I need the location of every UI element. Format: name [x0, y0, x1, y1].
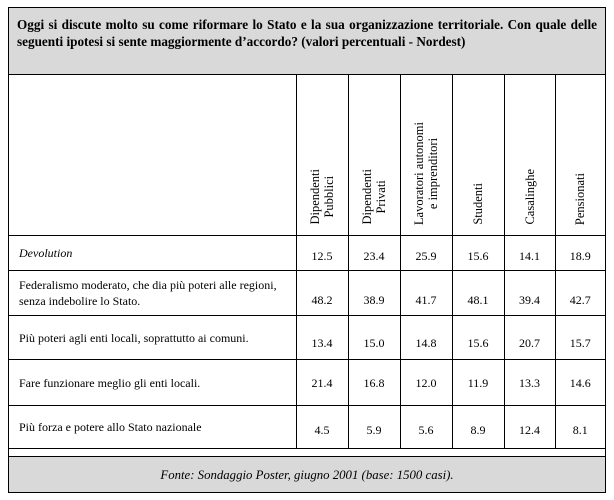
table-row	[9, 406, 605, 449]
column-header-label: Casalinghe	[522, 169, 537, 225]
value-cell: 8.9	[452, 406, 504, 449]
table-row	[9, 316, 605, 360]
value-cell: 41.7	[400, 271, 452, 316]
value-cell: 39.4	[504, 271, 555, 316]
column-header	[400, 75, 452, 236]
value-cell: 14.6	[555, 360, 605, 406]
value-cell: 4.5	[296, 406, 348, 449]
value-cell: 12.0	[400, 360, 452, 406]
value-cell: 5.9	[348, 406, 400, 449]
value-cell: 11.9	[452, 360, 504, 406]
row-label: Fare funzionare meglio gli enti locali.	[9, 360, 296, 406]
column-header	[555, 75, 605, 236]
value-cell: 13.3	[504, 360, 555, 406]
value-cell: 25.9	[400, 236, 452, 271]
column-header	[452, 75, 504, 236]
column-header-label: Studenti	[471, 183, 485, 225]
source-footer: Fonte: Sondaggio Poster, giugno 2001 (base: 1500 casi).	[9, 456, 605, 492]
value-cell: 14.1	[504, 236, 555, 271]
value-cell: 15.6	[452, 316, 504, 360]
value-cell: 20.7	[504, 316, 555, 360]
value-cell: 15.6	[452, 236, 504, 271]
value-cell: 5.6	[400, 406, 452, 449]
table-row	[9, 271, 605, 316]
table-row	[9, 236, 605, 271]
value-cell: 8.1	[555, 406, 605, 449]
survey-table-frame	[8, 7, 606, 493]
column-header	[348, 75, 400, 236]
column-header-label: Dipendenti Privati	[360, 169, 388, 225]
column-header-label: Lavoratori autonomi e imprenditori	[412, 121, 440, 225]
row-label: Più poteri agli enti locali, soprattutto ai comuni.	[9, 316, 296, 360]
value-cell: 18.9	[555, 236, 605, 271]
header-row	[9, 75, 605, 236]
column-header-label: Pensionati	[573, 172, 588, 225]
table-title: Oggi si discute molto su come riformare lo Stato e la sua organizzazione territoriale. Con quale delle seguenti ipotesi si sente maggiormente d’accordo? (valori percentuali - Nordest)	[9, 8, 605, 75]
value-cell: 38.9	[348, 271, 400, 316]
value-cell: 21.4	[296, 360, 348, 406]
row-label: Federalismo moderato, che dia più poteri alle regioni, senza indebolire lo Stato.	[9, 271, 296, 316]
value-cell: 42.7	[555, 271, 605, 316]
table-row	[9, 360, 605, 406]
column-header-label: Dipendenti Pubblici	[308, 169, 336, 225]
row-label: Devolution	[9, 236, 296, 271]
column-header	[296, 75, 348, 236]
row-label: Più forza e potere allo Stato nazionale	[9, 406, 296, 449]
value-cell: 12.5	[296, 236, 348, 271]
value-cell: 14.8	[400, 316, 452, 360]
value-cell: 12.4	[504, 406, 555, 449]
survey-table	[9, 75, 605, 449]
value-cell: 48.2	[296, 271, 348, 316]
value-cell: 15.0	[348, 316, 400, 360]
header-blank-cell	[9, 75, 296, 236]
value-cell: 13.4	[296, 316, 348, 360]
value-cell: 15.7	[555, 316, 605, 360]
value-cell: 48.1	[452, 271, 504, 316]
value-cell: 16.8	[348, 360, 400, 406]
value-cell: 23.4	[348, 236, 400, 271]
column-header	[504, 75, 555, 236]
